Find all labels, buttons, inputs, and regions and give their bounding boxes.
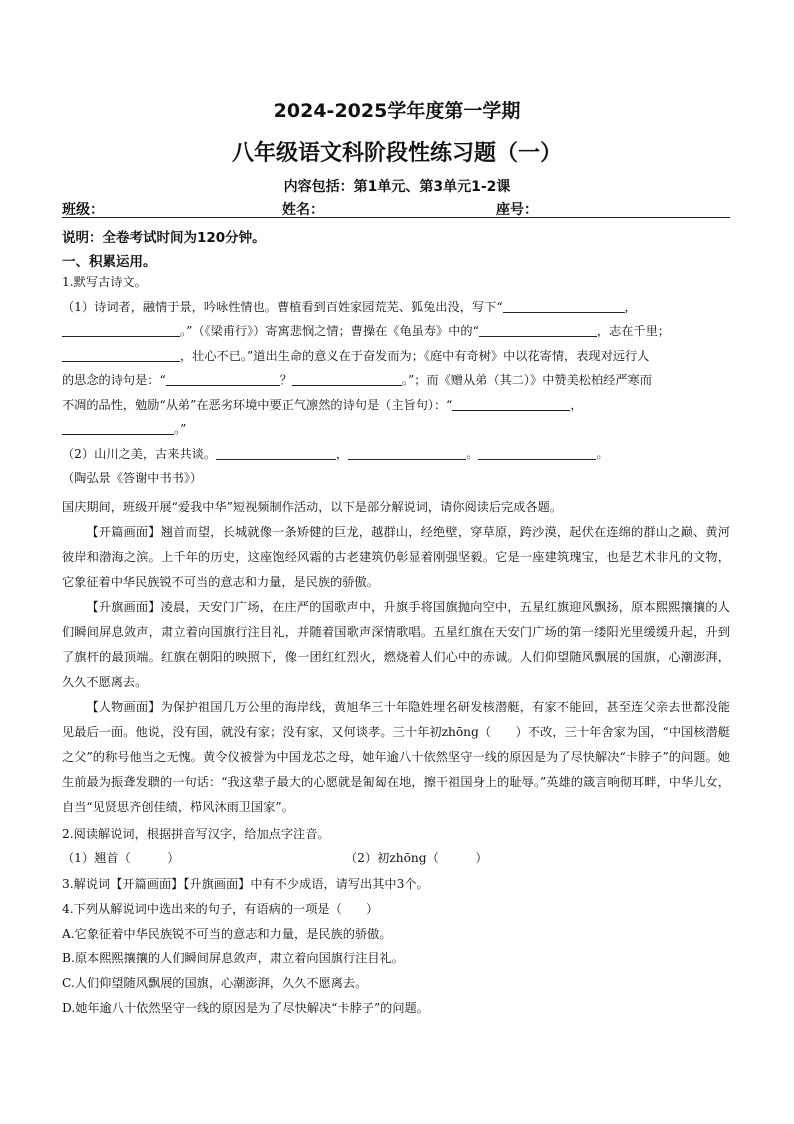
year-title: 2024-2025学年度第一学期 — [273, 100, 521, 122]
answer-blank[interactable] — [62, 347, 180, 362]
question-1 — [62, 270, 730, 491]
q1-title: 1.默写古诗文。 — [62, 275, 147, 289]
name-label: 姓名： — [282, 202, 324, 218]
q4-title: 4.下列从解说词中选出来的句子，有语病的一项是（ ） — [62, 902, 379, 916]
content-scope: 内容包括：第1单元、第3单元1-2课 — [283, 179, 511, 195]
q2-item-1: （1）翘首（ ） — [62, 851, 180, 865]
q1-part1: （1）诗词者，融情于景，吟咏性情也。曹植看到百姓家园荒芜、狐兔出没，写下“ ， 。”（《梁甫行》）寄寓悲悯之情；曹操在《龟虽寿》中的“ ，志在千里； ，壮心不已。”道出生命的意义在于奋发而为；《庭中有奇树》中以花寄情，表现对远行人 的思念的诗句是：“ ？ 。”；而《赠从弟（其二）》中赞美松柏经严寒而 不凋的品性，勉励“从弟”在恶劣环境中要正气凛然的诗句是（主旨句）：“ ， 。” — [62, 299, 670, 436]
reading-material — [62, 520, 730, 820]
answer-blank[interactable] — [62, 420, 174, 435]
q3-title: 3.解说词【开篇画面】【升旗画面】中有不少成语，请写出其中3个。 — [62, 877, 429, 891]
answer-blank[interactable] — [166, 371, 280, 386]
q1-part2: （2）山川之美，古来共谈。 ， 。 。 （陶弘景《答谢中书书》） — [62, 446, 609, 485]
seat-label: 座号： — [496, 202, 538, 218]
answer-blank[interactable] — [479, 322, 597, 337]
exam-title: 八年级语文科阶段性练习题（一） — [231, 141, 562, 166]
material-intro: 国庆期间，班级开展“爱我中华”短视频制作活动，以下是部分解说词，请你阅读后完成各题。 — [62, 500, 562, 514]
q4-option-a: A.它象征着中华民族锐不可当的意志和力量，是民族的骄傲。 — [62, 927, 392, 941]
q2-title: 2.阅读解说词，根据拼音写汉字，给加点字注音。 — [62, 827, 330, 841]
exam-note: 说明：全卷考试时间为120分钟。 — [62, 230, 266, 246]
answer-blank[interactable] — [292, 371, 402, 386]
student-info-row — [62, 197, 730, 218]
q4-option-b: B.原本熙熙攘攘的人们瞬间屏息敛声，肃立着向国旗行注目礼。 — [62, 951, 404, 965]
q2-item-2: （2）初zhōng（ ） — [345, 851, 488, 865]
answer-blank[interactable] — [62, 322, 180, 337]
section-heading: 一、积累运用。 — [62, 254, 157, 270]
answer-blank[interactable] — [503, 298, 625, 313]
q4-option-c: C.人们仰望随风飘展的国旗，心潮澎湃，久久不愿离去。 — [62, 976, 368, 990]
answer-blank[interactable] — [452, 396, 570, 411]
answer-blank[interactable] — [348, 445, 466, 460]
answer-blank[interactable] — [216, 445, 336, 460]
class-label: 班级： — [62, 202, 104, 218]
material-paragraph-people: 【人物画面】为保护祖国几万公里的海岸线，黄旭华三十年隐姓埋名研发核潜艇，有家不能回，甚至连父亲去世都没能见最后一面。他说，没有国，就没有家；没有家，又何谈孝。三十年初zhōng（ ）不改，三十年舍家为国，“中国核潜艇之父”的称号他当之无愧。黄令仪被誉为中国龙芯之母，她年逾八十依然坚守一线的原因是为了尽快解决“卡脖子”的问题。她生前最为振聋发聩的一句话：“我这辈子最大的心愿就是匍匐在地，擦干祖国身上的耻辱。”英雄的箴言响彻耳畔，中华儿女，自当“见贤思齐创佳绩，栉风沐雨卫国家”。 — [62, 700, 730, 814]
material-paragraph-flag: 【升旗画面】凌晨，天安门广场，在庄严的国歌声中，升旗手将国旗抛向空中，五星红旗迎风飘扬，原本熙熙攘攘的人们瞬间屏息敛声，肃立着向国旗行注目礼，并随着国歌声深情歌唱。五星红旗在天安门广场的第一缕阳光里缓缓升起，升到了旗杆的最顶端。红旗在朝阳的映照下，像一团红红烈火，燃烧着人们心中的赤诚。人们仰望随风飘展的国旗，心潮澎湃，久久不愿离去。 — [62, 600, 730, 689]
material-paragraph-opening: 【开篇画面】翘首而望，长城就像一条矫健的巨龙，越群山，经绝壁，穿草原，跨沙漠，起伏在连绵的群山之巅、黄河彼岸和渤海之滨。上千年的历史，这座饱经风霜的古老建筑仍彰显着刚强坚毅。它是一座建筑瑰宝，也是艺术非凡的文物，它象征着中华民族锐不可当的意志和力量，是民族的骄傲。 — [62, 525, 730, 589]
answer-blank[interactable] — [478, 445, 596, 460]
q4-option-d: D.她年逾八十依然坚守一线的原因是为了尽快解决“卡脖子”的问题。 — [62, 1001, 429, 1015]
